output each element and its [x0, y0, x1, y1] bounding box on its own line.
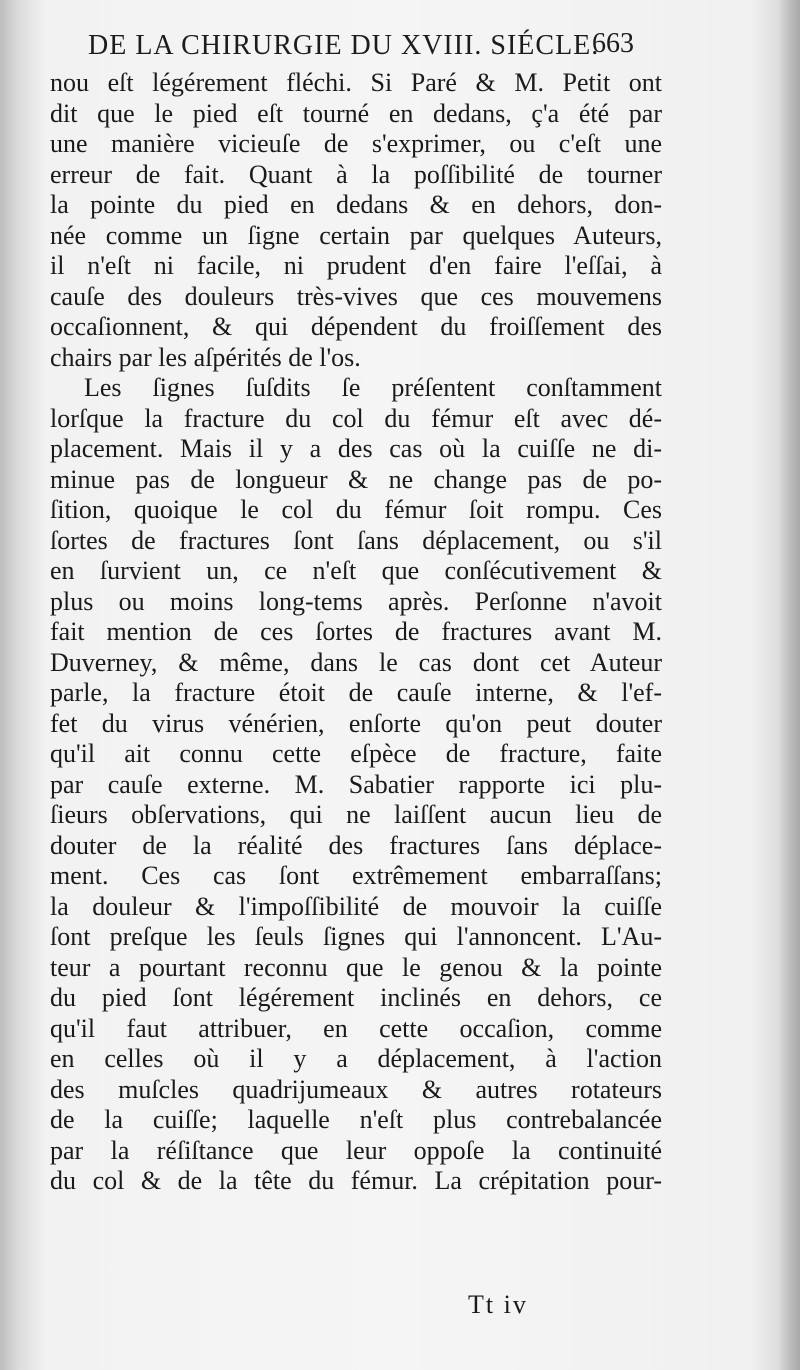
- text-line: la douleur & l'impoſſibilité de mouvoir la cuiſſe: [50, 891, 662, 921]
- text-line: des muſcles quadrijumeaux & autres rotateurs: [50, 1074, 662, 1104]
- text-line: parle, la fracture étoit de cauſe interne, & l'ef-: [50, 678, 662, 707]
- text-line: fet du virus vénérien, enſorte qu'on peut douter: [50, 708, 662, 738]
- text-line: teur a pourtant reconnu que le genou & la pointe: [50, 952, 662, 982]
- text-line: par cauſe externe. M. Sabatier rapporte ici plu-: [50, 769, 662, 799]
- text-line: erreur de fait. Quant à la poſſibilité de tourner: [50, 159, 662, 189]
- signature-mark: Tt iv: [468, 1290, 528, 1319]
- text-line: par la réſiſtance que leur oppoſe la continuité: [50, 1135, 662, 1165]
- text-line: placement. Mais il y a des cas où la cuiſſe ne di-: [50, 434, 662, 463]
- paragraph-start-line: Les ſignes ſuſdits ſe préſentent conſtamment: [84, 373, 662, 402]
- text-line: en celles où il y a déplacement, à l'action: [50, 1044, 662, 1073]
- text-line: du pied ſont légérement inclinés en dehors, ce: [50, 983, 662, 1012]
- text-line: ſont preſque les ſeuls ſignes qui l'annoncent. L'Au-: [50, 922, 662, 951]
- page-edge-shadow: [778, 0, 800, 1370]
- text-line: lorſque la fracture du col du fémur eſt avec dé-: [50, 403, 662, 433]
- text-line: née comme un ſigne certain par quelques Auteurs,: [50, 220, 662, 250]
- text-line: ſition, quoique le col du fémur ſoit rompu. Ces: [50, 495, 662, 524]
- text-line: plus ou moins long-tems après. Perſonne n'avoit: [50, 586, 662, 616]
- text-line: la pointe du pied en dedans & en dehors, don-: [50, 190, 662, 219]
- text-line: minue pas de longueur & ne change pas de po-: [50, 464, 662, 494]
- text-line: occaſionnent, & qui dépendent du froiſſement des: [50, 312, 662, 341]
- text-line: ſortes de fractures ſont ſans déplacement, ou s'il: [50, 525, 662, 555]
- text-line: dit que le pied eſt tourné en dedans, ç'a été par: [50, 98, 662, 128]
- text-line: cauſe des douleurs très-vives que ces mouvemens: [50, 281, 662, 311]
- text-line: ment. Ces cas ſont extrêmement embarraſſans;: [50, 861, 662, 890]
- text-line: une manière vicieuſe de s'exprimer, ou c'eſt une: [50, 129, 662, 158]
- text-line: du col & de la tête du fémur. La crépitation pour-: [50, 1166, 662, 1195]
- text-line: en ſurvient un, ce n'eſt que conſécutivement &: [50, 556, 662, 585]
- text-line: douter de la réalité des fractures ſans déplace-: [50, 830, 662, 860]
- text-line: il n'eſt ni facile, ni prudent d'en faire l'eſſai, à: [50, 251, 662, 280]
- text-line: ſieurs obſervations, qui ne laiſſent aucun lieu de: [50, 800, 662, 829]
- text-line: qu'il ait connu cette eſpèce de fracture, faite: [50, 739, 662, 768]
- text-line: de la cuiſſe; laquelle n'eſt plus contrebalancée: [50, 1105, 662, 1134]
- text-line: fait mention de ces ſortes de fractures avant M.: [50, 617, 662, 646]
- page-number: 663: [592, 28, 634, 59]
- text-line: Duverney, & même, dans le cas dont cet Auteur: [50, 647, 662, 677]
- text-line: chairs par les aſpérités de l'os.: [50, 342, 361, 372]
- running-head: DE LA CHIRURGIE DU XVIII. SIÉCLE.: [88, 30, 600, 61]
- body-text: [50, 68, 662, 1197]
- spine-shadow: [0, 0, 46, 1370]
- text-line: qu'il faut attribuer, en cette occaſion, comme: [50, 1013, 662, 1043]
- text-line: nou eſt légérement fléchi. Si Paré & M. Petit ont: [50, 68, 662, 97]
